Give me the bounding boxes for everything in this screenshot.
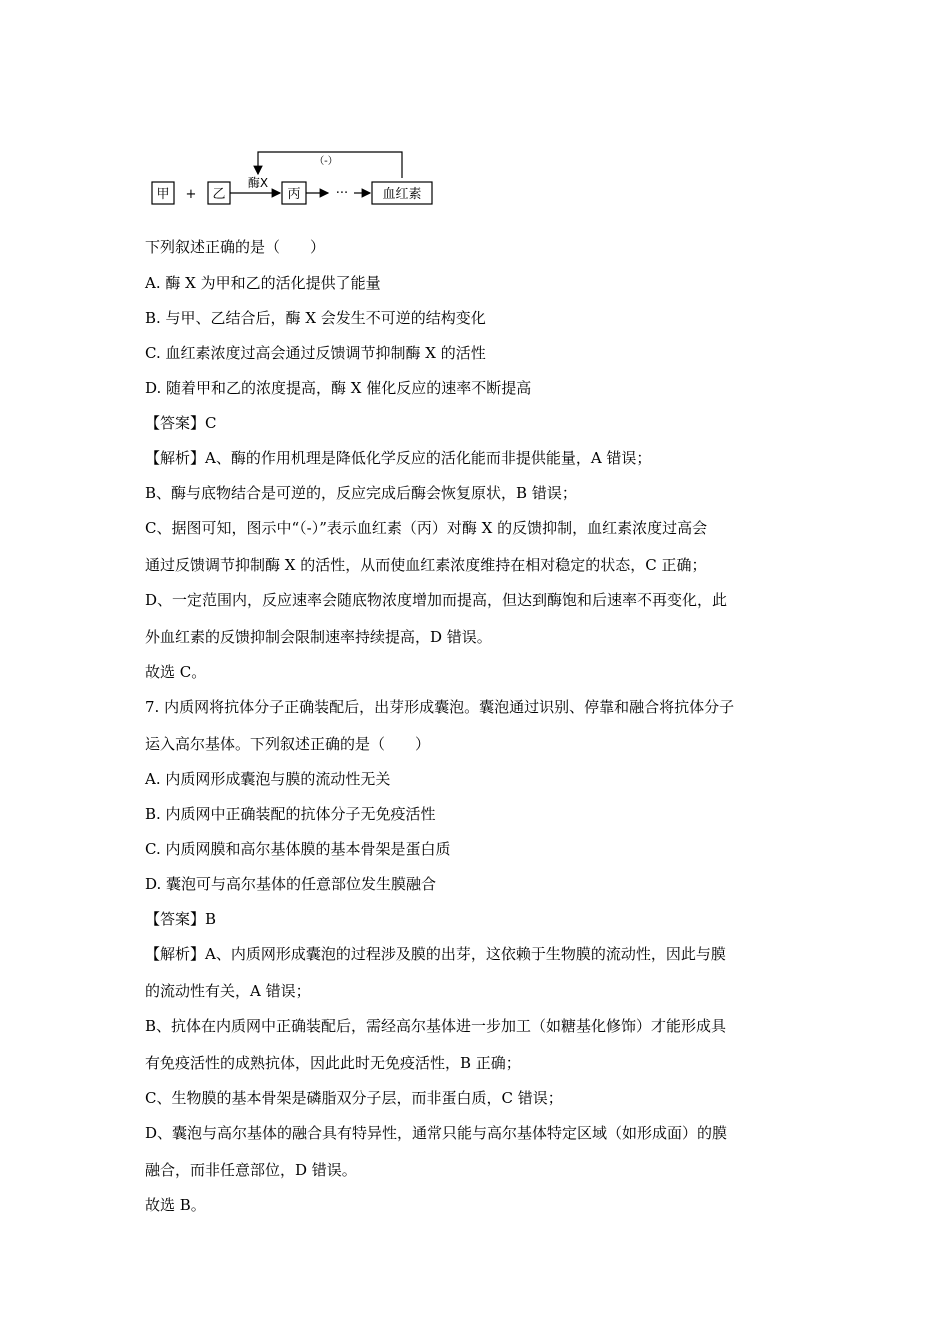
plus-sign: + — [185, 187, 197, 202]
q7-analysis-d-line2: 融合，而非任意部位，D 错误。 — [145, 1161, 357, 1179]
q7-conclusion: 故选 B。 — [145, 1196, 206, 1214]
q6-option-b: B. 与甲、乙结合后，酶 X 会发生不可逆的结构变化 — [145, 309, 486, 327]
q6-analysis-c-line1: C、据图可知，图示中“（-）”表示血红素（丙）对酶 X 的反馈抑制，血红素浓度过高会 — [145, 519, 708, 537]
q6-option-d: D. 随着甲和乙的浓度提高，酶 X 催化反应的速率不断提高 — [145, 379, 532, 397]
heme-pathway-diagram — [140, 144, 450, 212]
q6-conclusion: 故选 C。 — [145, 663, 207, 681]
q6-option-c: C. 血红素浓度过高会通过反馈调节抑制酶 X 的活性 — [145, 344, 486, 362]
q7-analysis-b-line2: 有免疫活性的成熟抗体，因此此时无免疫活性，B 正确； — [145, 1054, 521, 1072]
q6-analysis-b: B、酶与底物结合是可逆的，反应完成后酶会恢复原状，B 错误； — [145, 484, 577, 502]
q7-analysis-b-line1: B、抗体在内质网中正确装配后，需经高尔基体进一步加工（如糖基化修饰）才能形成具 — [145, 1017, 727, 1035]
q7-option-c: C. 内质网膜和高尔基体膜的基本骨架是蛋白质 — [145, 840, 451, 858]
heme-label: 血红素 — [382, 187, 422, 202]
q7-stem-line1: 7. 内质网将抗体分子正确装配后，出芽形成囊泡。囊泡通过识别、停靠和融合将抗体分子 — [145, 698, 735, 716]
q6-analysis-a: 【解析】A、酶的作用机理是降低化学反应的活化能而非提供能量，A 错误； — [145, 449, 652, 467]
q7-option-b: B. 内质网中正确装配的抗体分子无免疫活性 — [145, 805, 436, 823]
q7-analysis-a-line2: 的流动性有关，A 错误； — [145, 982, 311, 1000]
q7-option-d: D. 囊泡可与高尔基体的任意部位发生膜融合 — [145, 875, 437, 893]
q7-option-a: A. 内质网形成囊泡与膜的流动性无关 — [145, 770, 391, 788]
node-a-label: 甲 — [156, 187, 170, 202]
q6-analysis-d-line2: 外血红素的反馈抑制会限制速率持续提高，D 错误。 — [145, 628, 492, 646]
node-b-label: 乙 — [212, 187, 226, 202]
q6-option-a: A. 酶 X 为甲和乙的活化提供了能量 — [145, 274, 381, 292]
q6-analysis-c-line2: 通过反馈调节抑制酶 X 的活性，从而使血红素浓度维持在相对稳定的状态，C 正确； — [145, 556, 707, 574]
q6-stem: 下列叙述正确的是（ ） — [145, 238, 326, 256]
enzyme-label: 酶X — [247, 176, 269, 190]
q6-analysis-d-line1: D、一定范围内，反应速率会随底物浓度增加而提高，但达到酶饱和后速率不再变化，此 — [145, 591, 728, 609]
node-c-label: 丙 — [287, 187, 301, 202]
pathway-ellipsis: ··· — [335, 186, 349, 201]
feedback-label: （-） — [314, 156, 338, 167]
q7-analysis-c: C、生物膜的基本骨架是磷脂双分子层，而非蛋白质，C 错误； — [145, 1089, 563, 1107]
q6-answer: 【答案】C — [145, 414, 217, 432]
q7-analysis-a-line1: 【解析】A、内质网形成囊泡的过程涉及膜的出芽，这依赖于生物膜的流动性，因此与膜 — [145, 945, 726, 963]
q7-answer: 【答案】B — [145, 910, 217, 928]
q7-analysis-d-line1: D、囊泡与高尔基体的融合具有特异性，通常只能与高尔基体特定区域（如形成面）的膜 — [145, 1124, 728, 1142]
q7-stem-line2: 运入高尔基体。下列叙述正确的是（ ） — [145, 735, 431, 753]
